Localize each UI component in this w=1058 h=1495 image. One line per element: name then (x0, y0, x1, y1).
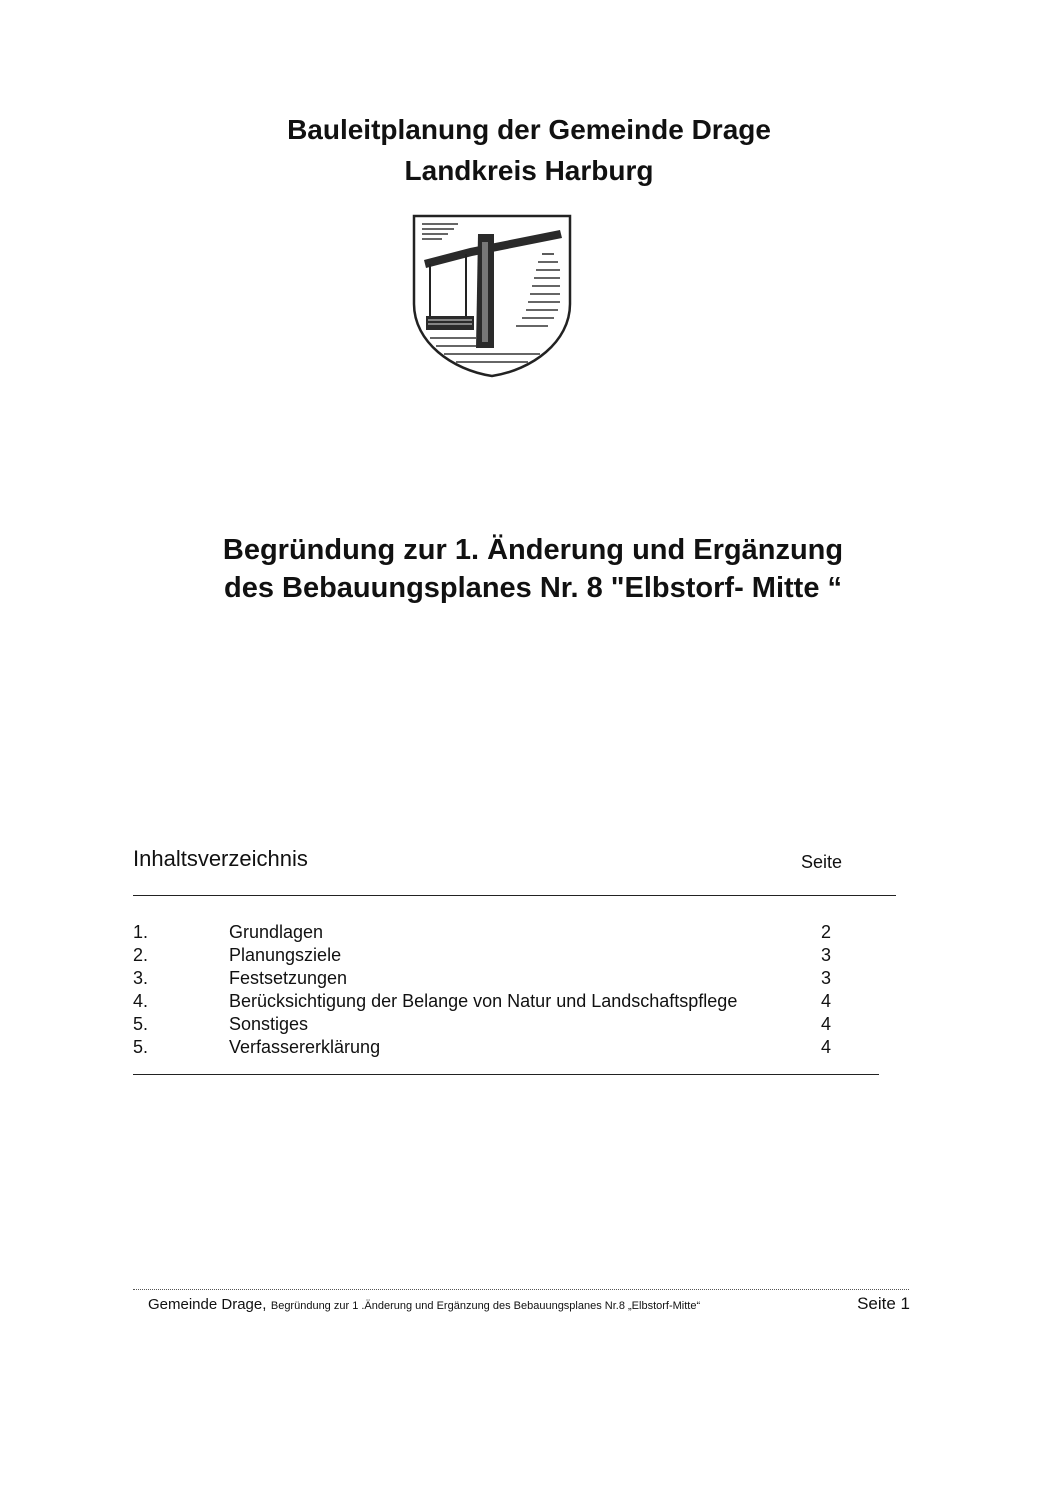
toc-entry-page: 4 (821, 1014, 832, 1034)
toc-entry-page: 4 (821, 991, 832, 1011)
toc-entry-label: Grundlagen (229, 922, 324, 942)
toc-entry-page: 3 (821, 968, 832, 988)
toc-entry-number: 5. (133, 1014, 149, 1034)
toc-entry (133, 990, 853, 1013)
toc-bottom-rule (133, 1074, 879, 1075)
page-footer (148, 1296, 910, 1314)
toc-entry-page: 2 (821, 922, 832, 942)
toc-entry-label: Sonstiges (229, 1014, 309, 1034)
toc-entry (133, 967, 853, 990)
toc-entry-number: 3. (133, 968, 149, 988)
toc-page-column-label: Seite (801, 852, 843, 872)
toc-entry-number: 4. (133, 991, 149, 1011)
toc-entry-number: 5. (133, 1037, 149, 1057)
footer-municipality: Gemeinde Drage, (148, 1296, 267, 1313)
coat-of-arms-icon (410, 212, 574, 380)
toc-entry (133, 921, 853, 944)
toc-entry-label: Festsetzungen (229, 968, 348, 988)
toc-heading: Inhaltsverzeichnis (133, 846, 308, 871)
document-title-line-1: Begründung zur 1. Änderung und Ergänzung (222, 534, 844, 566)
toc-entry (133, 944, 853, 967)
toc-entry-label: Planungsziele (229, 945, 342, 965)
toc-entry-number: 2. (133, 945, 149, 965)
toc-entry-number: 1. (133, 922, 149, 942)
document-title-line-2: des Bebauungsplanes Nr. 8 "Elbstorf- Mitte “ (223, 572, 843, 604)
toc-entry-label: Berücksichtigung der Belange von Natur und Landschaftspflege (229, 991, 738, 1011)
toc-entry-label: Verfassererklärung (229, 1037, 381, 1057)
toc-top-rule (133, 895, 896, 896)
header-municipality: Bauleitplanung der Gemeinde Drage (287, 114, 771, 145)
footer-document-reference: Begründung zur 1 .Änderung und Ergänzung des Bebauungsplanes Nr.8 „Elbstorf-Mitte“ (270, 1300, 701, 1312)
toc-entry (133, 1013, 853, 1036)
toc-entry (133, 1036, 853, 1059)
header-district: Landkreis Harburg (404, 155, 654, 186)
toc-list (133, 921, 853, 1059)
footer-rule (133, 1289, 909, 1290)
toc-entry-page: 3 (821, 945, 832, 965)
toc-entry-page: 4 (821, 1037, 832, 1057)
footer-page-number: Seite 1 (857, 1294, 910, 1313)
